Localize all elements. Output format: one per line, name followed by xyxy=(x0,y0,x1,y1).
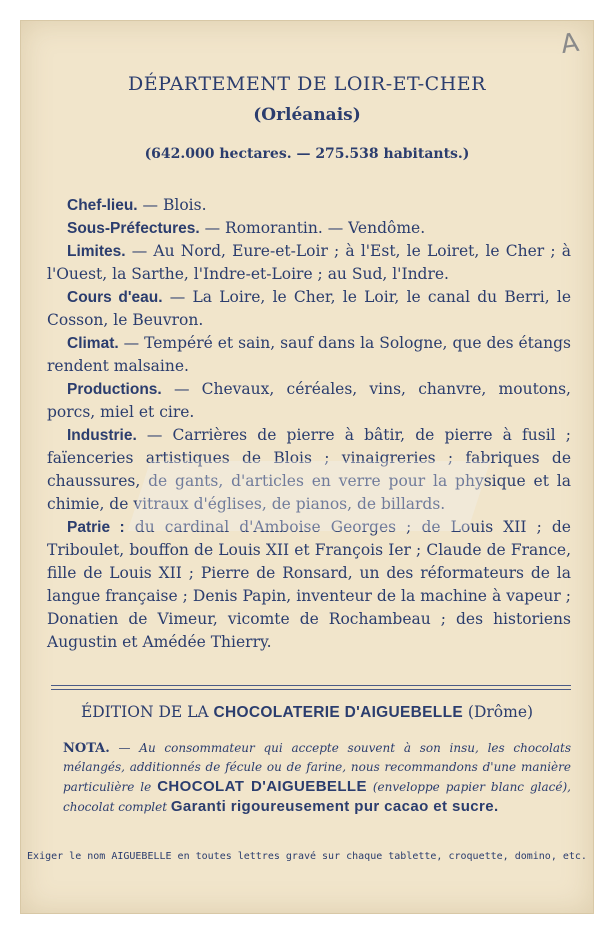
entry-label: Cours d'eau. xyxy=(67,289,163,306)
pencil-annotation: A xyxy=(559,27,582,61)
entry-text: — Blois. xyxy=(137,196,207,214)
entry-label: Climat. xyxy=(67,335,119,352)
entry-text: — Romorantin. — Vendôme. xyxy=(199,219,426,237)
entry-text: du cardinal d'Amboise Georges ; de Louis XII ; de Triboulet, bouffon de Louis XII et François Ier ; Claude de France, fille de Louis XII ; Pierre de Ronsard, un des réformateurs de la langue française ; Denis Papin, inventeur de la machine à vapeur ; Donatien de Vimeur, vicomte de Rochambeau ; des historiens Augustin et Amédée Thierry. xyxy=(47,518,571,651)
nota-text: (enveloppe papier blanc glacé), chocolat complet xyxy=(63,780,571,814)
edition-suffix: (Drôme) xyxy=(462,703,534,721)
nota-guarantee: Garanti rigoureusement pur cacao et sucre. xyxy=(170,798,499,815)
department-description xyxy=(47,194,571,654)
entry-label: Chef-lieu. xyxy=(67,197,138,214)
entry-text: — La Loire, le Cher, le Loir, le canal du Berri, le Cosson, le Beuvron. xyxy=(47,288,571,329)
entry-text: — Chevaux, céréales, vins, chanvre, moutons, porcs, miel et cire. xyxy=(47,380,571,421)
edition-prefix: ÉDITION DE LA xyxy=(80,703,214,721)
entry-sous-prefectures xyxy=(47,217,571,240)
card-title: DÉPARTEMENT DE LOIR-ET-CHER xyxy=(128,73,486,95)
divider xyxy=(51,689,571,690)
entry-limites xyxy=(47,240,571,286)
nota-paragraph xyxy=(63,739,571,817)
entry-label: Productions. xyxy=(67,381,162,398)
entry-text: — Carrières de pierre à bâtir, de pierre à fusil ; faïenceries artistiques de Blois ; vinaigreries ; fabriques de chaussures, de gants, d'articles en verre pour la physique et la chimie, de vitraux d'églises, de pianos, de billards. xyxy=(47,426,571,513)
entry-patrie xyxy=(47,516,571,654)
entry-text: — Tempéré et sain, sauf dans la Sologne, que des étangs rendent malsaine. xyxy=(47,334,571,375)
entry-text: — Au Nord, Eure-et-Loir ; à l'Est, le Loiret, le Cher ; à l'Ouest, la Sarthe, l'Indre-et-Loire ; au Sud, l'Indre. xyxy=(47,242,571,283)
divider xyxy=(51,685,571,686)
nota-lead: NOTA. xyxy=(63,741,110,756)
entry-climat xyxy=(47,332,571,378)
nota-brand: CHOCOLAT D'AIGUEBELLE xyxy=(157,778,367,795)
entry-label: Limites. xyxy=(67,243,126,260)
entry-label: Industrie. xyxy=(67,427,137,444)
entry-label: Patrie : xyxy=(67,519,125,536)
area-population: (642.000 hectares. — 275.538 habitants.) xyxy=(144,146,470,162)
entry-productions xyxy=(47,378,571,424)
card-subtitle: (Orléanais) xyxy=(253,105,361,125)
trade-card xyxy=(20,20,594,914)
watermark-band xyxy=(128,461,491,531)
nota-text: — Au consommateur qui accepte souvent à son insu, les chocolats mélangés, additionnés de fécule ou de farine, nous recommandons d'une manière particulière le xyxy=(63,741,571,794)
entry-cours-d-eau xyxy=(47,286,571,332)
footer-note: Exiger le nom AIGUEBELLE en toutes lettres gravé sur chaque tablette, croquette, domino, etc. xyxy=(27,851,587,862)
edition-line xyxy=(21,703,593,722)
entry-label: Sous-Préfectures. xyxy=(67,220,200,237)
edition-brand: CHOCOLATERIE D'AIGUEBELLE xyxy=(213,704,463,721)
entry-chef-lieu xyxy=(47,194,571,217)
